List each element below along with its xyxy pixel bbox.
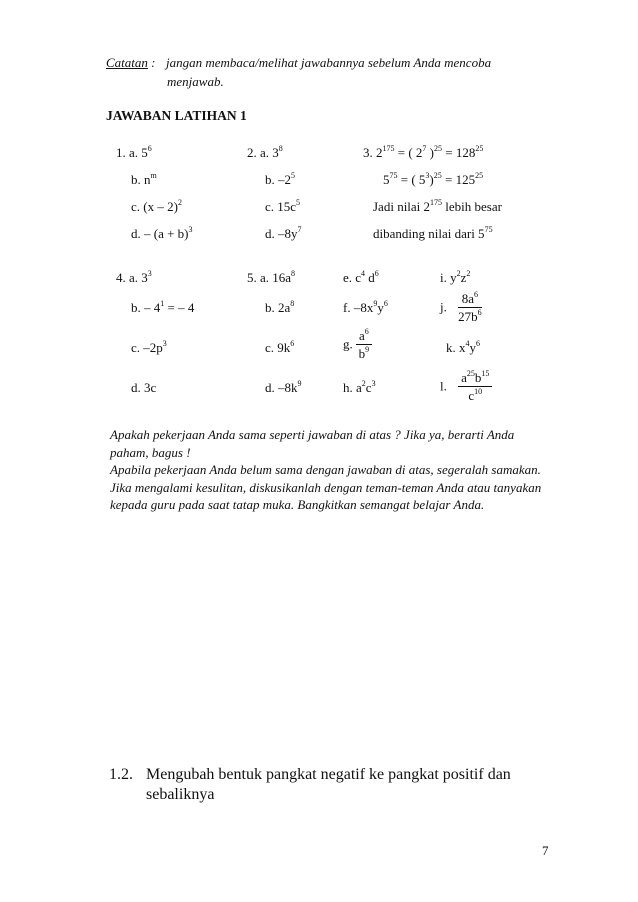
answer-j: j. $\frac{8a^6}{27b^6}$: [440, 290, 482, 324]
answer-e: e. $c^4$ $d^6$: [343, 269, 379, 285]
note-label: Catatan: [106, 55, 148, 70]
answer-2a: 2. a. $3^8$: [247, 144, 283, 160]
answer-heading: JAWABAN LATIHAN 1: [106, 108, 247, 123]
answer-4d: d. 3c: [131, 380, 157, 395]
section-title: Mengubah bentuk pangkat negatif ke pangkat positif dan sebaliknya: [146, 766, 511, 803]
closing-p2: Apabila pekerjaan Anda belum sama dengan jawaban di atas, segeralah samakan.: [110, 462, 541, 477]
answer-4b: b. – $4^1$ = – 4: [131, 299, 195, 315]
answer-5c: c. $9k^6$: [265, 339, 295, 355]
fraction-l: $\frac{a^{25}b^{15}}{c^{10}}$: [458, 370, 492, 403]
answer-3-line-1: 3. $2^{175}$ = ( $2^7$ )$^{25} = 128^{25}$: [363, 144, 484, 160]
answer-3-line-4: dibanding nilai dari $5^{75}$: [373, 225, 493, 241]
fraction-g: $\frac{a^6}{b^9}$: [356, 328, 372, 361]
answer-1c: c. (x – 2)$^2$: [131, 198, 182, 214]
answer-1d: d. – $(a + b)^3$: [131, 225, 193, 241]
answer-g: g. $\frac{a^6}{b^9}$: [343, 328, 372, 361]
closing-p1: Apakah pekerjaan Anda sama seperti jawaban di atas ? Jika ya, berarti Anda paham, bagus !: [110, 427, 515, 460]
answer-5a: 5. a. $16a^8$: [247, 269, 296, 285]
note-text-2: menjawab.: [167, 74, 224, 89]
answer-5d: d. $-8k^9$: [265, 379, 302, 395]
answer-k: k. $x^4y^6$: [446, 339, 480, 355]
page-number: 7: [542, 843, 549, 858]
note-text-1: jangan membaca/melihat jawabannya sebelum Anda mencoba: [166, 55, 492, 70]
closing-p3: Jika mengalami kesulitan, diskusikanlah dengan teman-teman Anda atau tanyakan kepada guru pada saat tatap muka. Bangkitkan semangat belajar Anda.: [110, 479, 542, 512]
answer-l: l. $\frac{a^{25}b^{15}}{c^{10}}$: [440, 370, 492, 403]
section-number: 1.2.: [109, 766, 133, 783]
note-line-1: [106, 55, 491, 71]
answer-1b: b. $n^m$: [131, 171, 157, 187]
closing-paragraphs: [110, 426, 550, 514]
note-colon: :: [151, 55, 156, 70]
answer-h: h. $a^2c^3$: [343, 379, 376, 395]
answer-2c: c. $15c^5$: [265, 198, 301, 214]
answer-2d: d. $-8y^7$: [265, 225, 302, 241]
fraction-j: $\frac{8a^6}{27b^6}$: [458, 290, 482, 324]
answer-4a: 4. a. $3^3$: [116, 269, 152, 285]
answer-1a: 1. a. $5^6$: [116, 144, 152, 160]
answer-2b: b. $-2^5$: [265, 171, 295, 187]
answer-5b: b. $2a^8$: [265, 299, 295, 315]
answer-3-line-2: $5^{75}$ = ( $5^3)^{25} = 125^{25}$: [383, 171, 484, 187]
answer-4c: c. $-2p^3$: [131, 339, 167, 355]
answer-3-line-3: Jadi nilai $2^{175}$ lebih besar: [373, 198, 502, 214]
answer-f: f. $-8x^9y^6$: [343, 299, 388, 315]
answer-i: i. $y^2z^2$: [440, 269, 471, 285]
